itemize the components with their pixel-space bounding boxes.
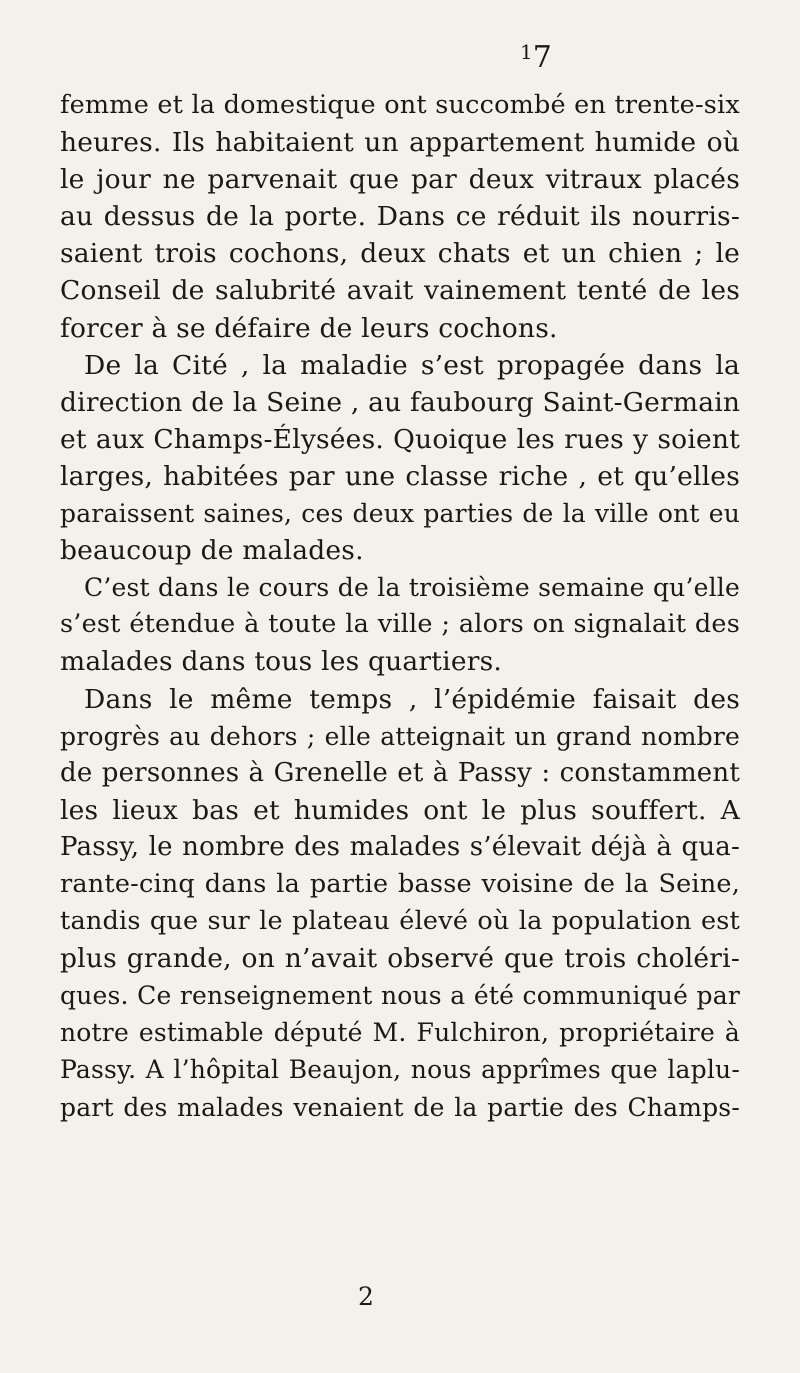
text-line: Passy. A l’hôpital Beaujon, nous apprîmes que laplu- [60, 1055, 740, 1085]
text-line: Conseil de salubrité avait vainement tenté de les [60, 275, 740, 307]
text-line: malades dans tous les quartiers. [60, 646, 502, 678]
text-line: paraissent saines, ces deux parties de la ville ont eu [60, 499, 740, 529]
text-line: femme et la domestique ont succombé en trente-six [60, 90, 740, 120]
text-line: progrès au dehors ; elle atteignait un grand nombre [60, 721, 740, 751]
text-line: saient trois cochons, deux chats et un chien ; le [60, 238, 740, 270]
text-line: Passy, le nombre des malades s’élevait déjà à qua- [60, 831, 740, 862]
text-line: tandis que sur le plateau élevé où la population est [60, 906, 740, 937]
text-line: ques. Ce renseignement nous a été communiqué par [60, 981, 740, 1011]
text-line: De la Cité , la maladie s’est propagée dans la [84, 349, 740, 381]
text-line: Dans le même temps , l’épidémie faisait des [84, 683, 740, 715]
text-line: au dessus de la porte. Dans ce réduit ils nourris- [60, 201, 740, 233]
text-line: s’est étendue à toute la ville ; alors on signalait des [60, 609, 740, 640]
text-line: les lieux bas et humides ont le plus souffert. A [60, 794, 740, 826]
text-line: et aux Champs-Élysées. Quoique les rues y soient [60, 423, 740, 455]
page-number-first-digit: 1 [520, 40, 533, 64]
signature-mark: 2 [358, 1282, 374, 1311]
text-line: plus grande, on n’avait observé que trois choléri- [60, 943, 740, 975]
text-line: rante-cinq dans la partie basse voisine de la Seine, [60, 868, 740, 899]
text-line: C’est dans le cours de la troisième semaine qu’elle [84, 573, 740, 603]
text-line: part des malades venaient de la partie des Champs- [60, 1092, 740, 1122]
text-line: forcer à se défaire de leurs cochons. [60, 312, 558, 344]
page-number-second-digit: 7 [532, 40, 552, 75]
text-line: de personnes à Grenelle et à Passy : constamment [60, 757, 740, 788]
text-line: larges, habitées par une classe riche , et qu’elles [60, 460, 740, 492]
page-number [520, 42, 552, 73]
text-line: beaucoup de malades. [60, 535, 364, 567]
text-line: le jour ne parvenait que par deux vitraux placés [60, 164, 740, 196]
text-line: heures. Ils habitaient un appartement humide où [60, 127, 740, 159]
text-line: notre estimable député M. Fulchiron, propriétaire à [60, 1018, 740, 1048]
body-text [60, 87, 740, 1126]
text-line: direction de la Seine , au faubourg Saint-Germain [60, 386, 741, 418]
